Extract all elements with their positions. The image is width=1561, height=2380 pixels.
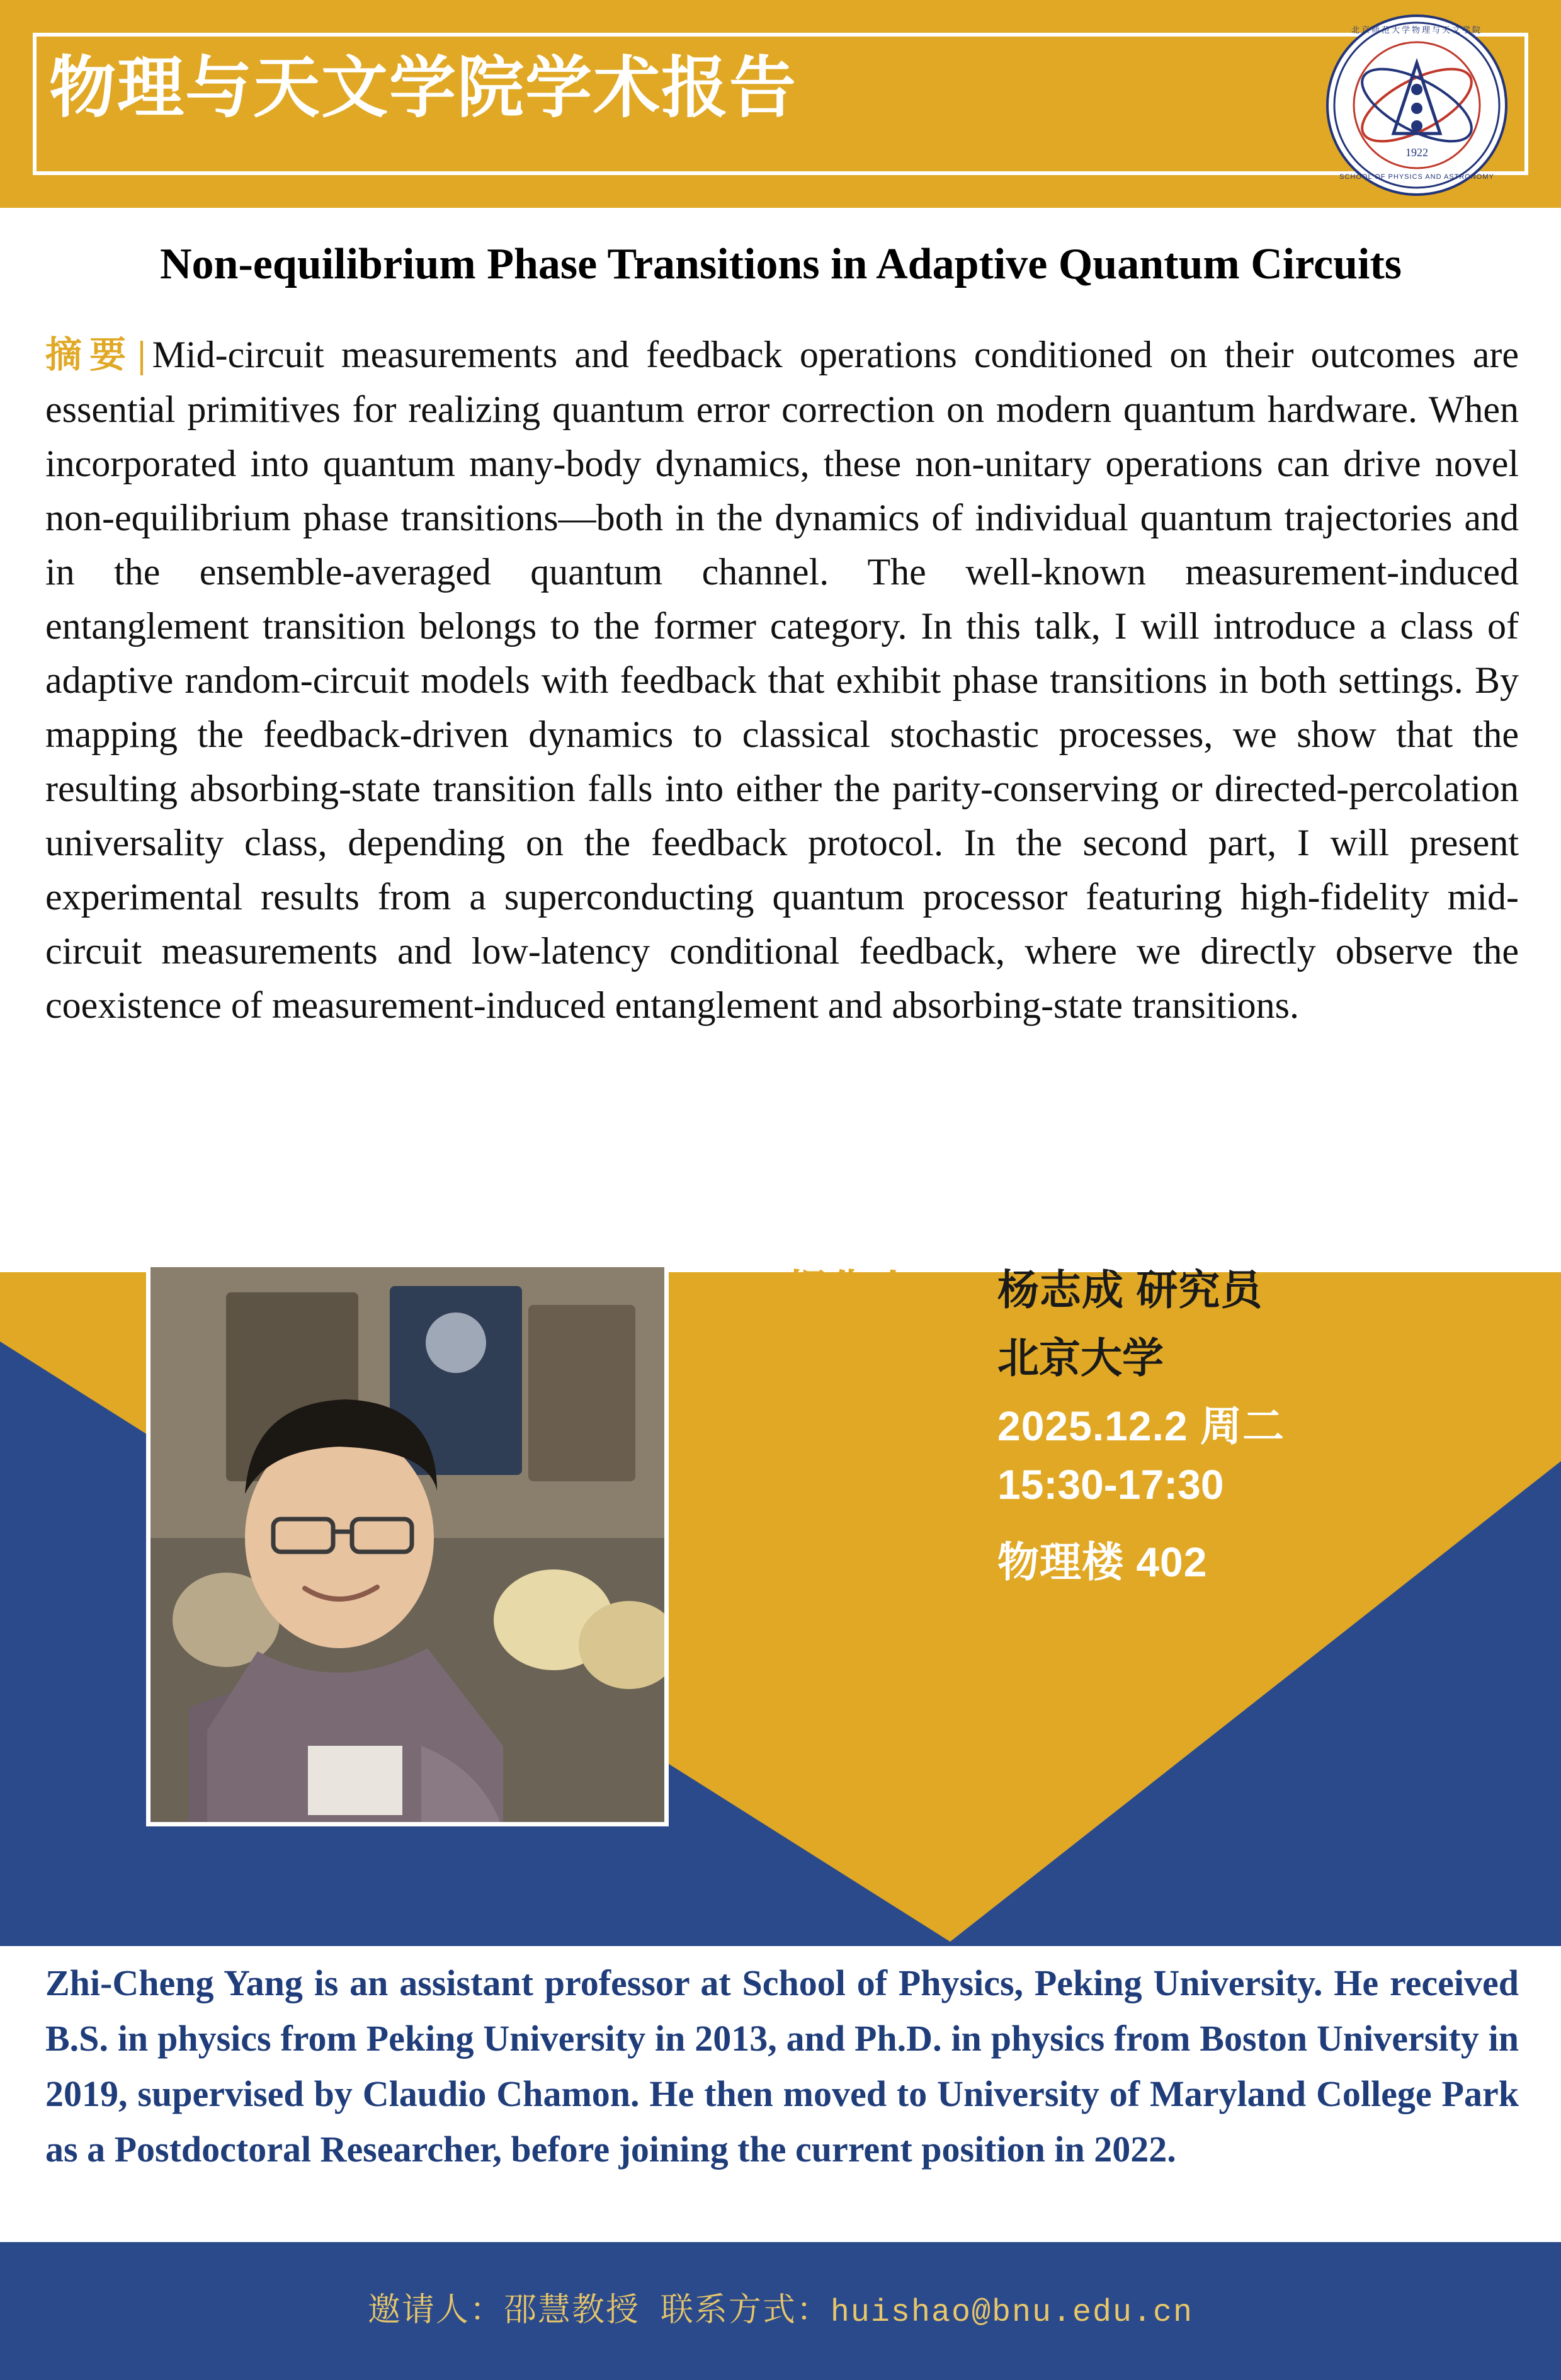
- speaker-photo: [146, 1263, 669, 1826]
- speaker-separator: |: [980, 1267, 993, 1313]
- place-row: [787, 1529, 1530, 1597]
- place-separator: |: [980, 1539, 993, 1585]
- time-value: 2025.12.2 周二: [997, 1403, 1285, 1449]
- page-title: 物理与天文学院学术报告: [49, 51, 797, 125]
- time-row-second: [787, 1460, 1530, 1529]
- talk-title: Non-equilibrium Phase Transitions in Adaptive Quantum Circuits: [159, 240, 1402, 288]
- time-row: [787, 1392, 1530, 1460]
- place-label: 地 点: [787, 1539, 916, 1585]
- contact-label: 联系方式：: [660, 2292, 831, 2328]
- time-label: 时 间: [787, 1403, 916, 1449]
- university-seal-icon: [1325, 14, 1508, 196]
- abstract-text: Mid-circuit measurements and feedback operations conditioned on their outcomes are essential primitives for realizing quantum error correction on modern quantum hardware. When incorporated into quantum many-body dynamics, these non-unitary operations can drive novel non-equilibrium phase transitions—both in the dynamics of individual quantum trajectories and in the ensemble-averaged quantum channel. The well-known measurement-induced entanglement transition belongs to the former category. In this talk, I will introduce a class of adaptive random-circuit models with feedback that exhibit phase transitions in both settings. By mapping the feedback-driven dynamics to classical stochastic processes, we show that the resulting absorbing-state transition falls into either the parity-conserving or directed-percolation universality class, depending on the feedback protocol. In the second part, I will present experimental results from a superconducting quantum processor featuring high-fidelity mid-circuit measurements and low-latency conditional feedback, where we directly observe the coexistence of measurement-induced entanglement and absorbing-state transitions.: [45, 334, 1519, 1026]
- speaker-affiliation-row: [787, 1324, 1530, 1392]
- speaker-label: 报告人: [787, 1267, 916, 1313]
- speaker-bio: Zhi-Cheng Yang is an assistant professor at School of Physics, Peking University. He received B.S. in physics from Peking University in 2013, and Ph.D. in physics from Boston University in 2019, supervised by Claudio Chamon. He then moved to University of Maryland College Park as a Postdoctoral Researcher, before joining the current position in 2022.: [45, 1962, 1519, 2170]
- inviter-label: 邀请人：: [367, 2292, 504, 2328]
- time-separator: |: [980, 1403, 993, 1449]
- abstract-separator: |: [137, 334, 146, 375]
- svg-text:北京师范大学物理与天文学院: 北京师范大学物理与天文学院: [1351, 25, 1483, 35]
- event-info: [787, 1256, 1530, 1597]
- contact-email[interactable]: huishao@bnu.edu.cn: [830, 2295, 1194, 2331]
- speaker-name: 杨志成 研究员: [997, 1267, 1263, 1313]
- speaker-row: [787, 1256, 1530, 1324]
- footer-contact: [0, 2283, 1561, 2331]
- svg-text:1922: 1922: [1405, 146, 1428, 159]
- speaker-affiliation: 北京大学: [997, 1335, 1164, 1381]
- abstract-block: [45, 327, 1519, 1032]
- abstract-label: 摘要: [45, 334, 134, 375]
- time-value-range: 15:30-17:30: [997, 1461, 1224, 1508]
- place-value: 物理楼 402: [997, 1539, 1208, 1585]
- svg-text:SCHOOL OF PHYSICS AND ASTRONOM: SCHOOL OF PHYSICS AND ASTRONOMY: [1339, 173, 1494, 181]
- inviter-name: 邵慧教授: [503, 2292, 640, 2328]
